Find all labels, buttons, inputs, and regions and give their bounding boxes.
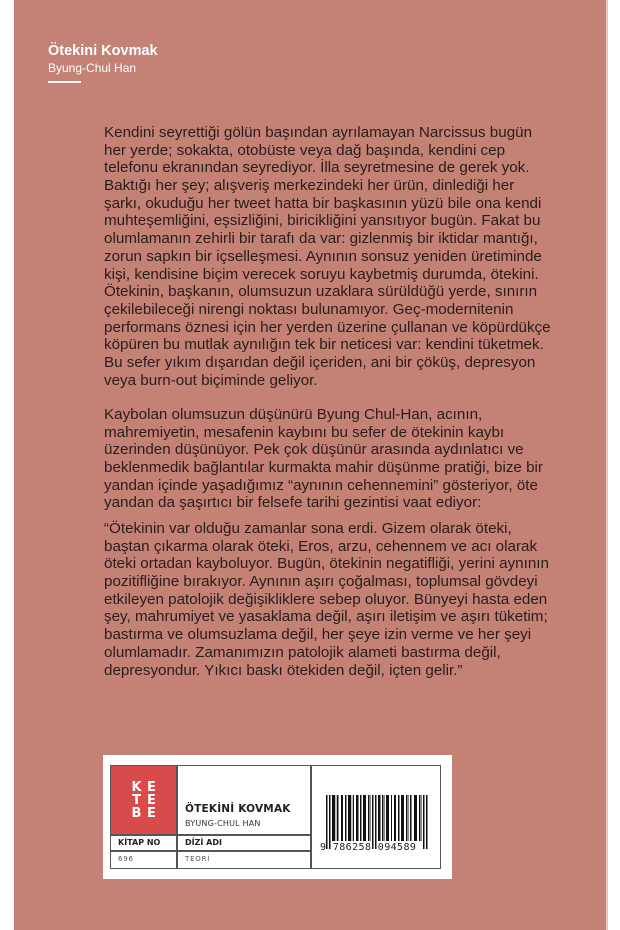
cover-author: Byung-Chul Han [48,61,137,75]
text-line: performans öznesi için her yerden üzerine çullanan ve köpürdükçe [104,318,551,336]
text-line: muhteşemliğini, eşsizliğini, biricikliğini yansıtıyor bugün. Fakat bu [104,212,541,230]
series-label: DİZİ ADI [185,838,222,847]
divider [310,766,312,868]
publisher-info-box [103,755,452,879]
text-line: baştan çıkarma olarak öteki, Eros, arzu, cehennem ve acı olarak [104,537,538,555]
text-line: beklenmedik bağlantılar kurmakta mahir düşünme pratiği, bize bir [104,459,543,477]
logo-letter: K [131,780,142,795]
text-line: Kendini seyrettiği gölün başından ayrılamayan Narcissus bugün [104,124,533,141]
text-line: bastırma ve olumsuzlama değil, her şeye izin verme ve her şeyi [104,626,532,644]
title-rule [48,81,81,83]
logo-letters [131,781,158,820]
logo-letter: E [147,806,156,821]
text-line: çekilebileceği nirengi noktası bulunamıyor. Geç-modernitenin [104,300,514,318]
blurb-paragraph-2 [104,406,543,512]
text-line: kişi, kendisine biçim verecek soruyu kaybetmiş durumda, ötekini. [104,265,539,283]
book-no-value: 696 [118,855,134,863]
text-line: olumlamanın zehirli bir tarafı da var: gizlenmiş bir iktidar mantığı, [104,230,538,248]
text-line: “Ötekinin var olduğu zamanlar sona erdi. Gizem olarak öteki, [104,520,512,537]
cover-edge [606,0,608,930]
text-line: zorun sapkın bir içselleşmesi. Aynının sonsuz yeniden üretiminde [104,247,542,265]
series-value: TEORİ [185,855,211,863]
text-line: Baktığı her şey; alışveriş merkezindeki her ürün, dinlediği her [104,177,515,195]
text-line: Kaybolan olumsuzun düşünürü Byung Chul-Han, acının, [104,406,483,423]
book-title: ÖTEKİNİ KOVMAK [185,803,291,815]
text-line: veya burn-out biçiminde geliyor. [104,371,318,389]
text-line: öteki ortadan kayboluyor. Bugün, ötekinin negatifliği, yerini aynının [104,555,549,573]
text-line: Ötekinin, başkanın, olumsuzun uzaklara sürüldüğü yerde, sınırın [104,283,538,301]
book-no-label: KİTAP NO [118,838,161,847]
publisher-logo [111,766,177,835]
logo-letter: E [147,780,156,795]
text-line: depresyondur. Yıkıcı baskı ötekiden değil, içten gelir.” [104,661,463,679]
text-line: etkileyen patolojik değişikliklere sebep oluyor. Bünyeyi hasta eden [104,590,548,608]
text-line: telefonu ekranından seyrediyor. İlla seyretmesine de gerek yok. [104,159,530,177]
text-line: olumlamadır. Zamanımızın patolojik alameti bastırma değil, [104,643,501,661]
book-author: BYUNG-CHUL HAN [185,819,261,828]
logo-letter: T [132,793,141,808]
text-line: her yerde; sokakta, otobüste veya dağ başında, kendini cep [104,141,506,159]
info-frame [110,765,441,869]
text-line: üzerinden düşünüyor. Pek çok düşünür arasında aydınlatıcı ve [104,441,524,459]
isbn-digits: 9 786258 094589 [320,842,417,853]
blurb-paragraph-1 [104,124,551,389]
text-line: pozitifliğine bırakıyor. Aynının aşırı çoğalması, toplumsal gövdeyi [104,573,538,591]
logo-letter: B [131,806,142,821]
blurb-quote [104,520,549,679]
logo-letter: E [147,793,156,808]
text-line: köpüren bu mutlak aynılığın tek bir neticesi var: kendini tüketmek. [104,336,544,354]
divider [111,850,311,852]
text-line: mahremiyetin, mesafenin kaybını bu sefer de ötekinin kaybı [104,423,505,441]
divider [176,766,178,868]
text-line: yandan da şaşırtıcı bir felsefe tarihi gezintisi vaat ediyor: [104,494,482,512]
text-line: yandan içinde yaşadığımız “aynının cehennemini” gösteriyor, öte [104,476,538,494]
cover-title: Ötekini Kovmak [48,43,158,59]
text-line: Bu sefer yıkım dışarıdan değil içeriden, ani bir çöküş, depresyon [104,353,536,371]
text-line: şey, mahrumiyet ve yasaklama değil, aşırı iletişim ve aşırı tüketim; [104,608,548,626]
text-line: şarkı, okuduğu her tweet hatta bir başkasının yüzü bile ona kendi [104,194,542,212]
divider [111,834,311,836]
